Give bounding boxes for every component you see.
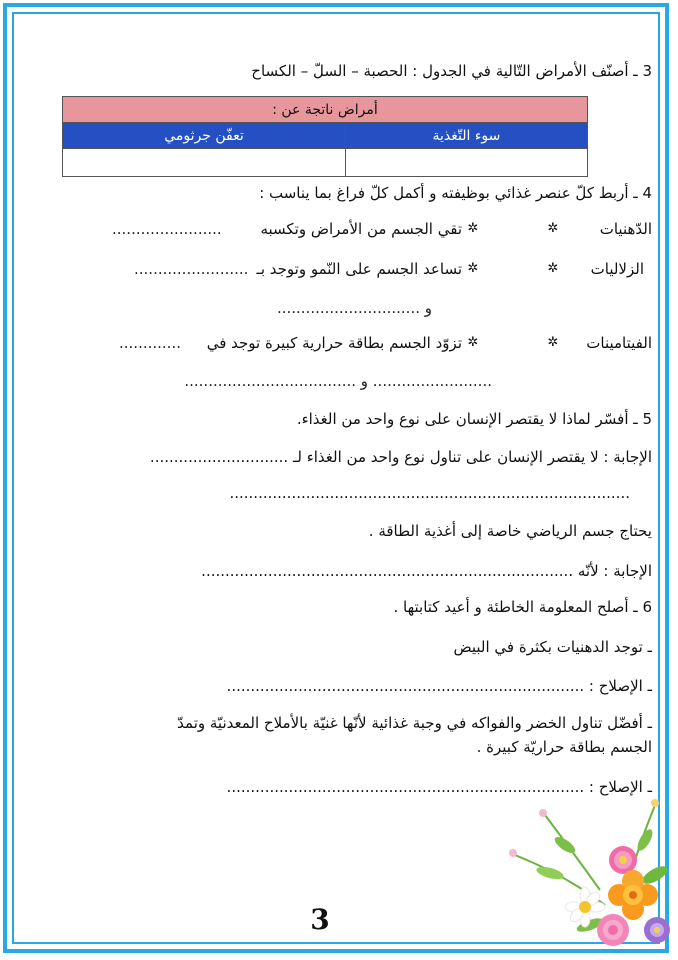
q4-prompt: 4 ـ أربط كلّ عنصر غذائي بوظيفته و أكمل كلّ فراغ بما يناسب : (259, 184, 652, 202)
col-bacterial-infection: تعفّن جرثومي (63, 123, 346, 149)
bullet-left-icon: ✲ (547, 335, 559, 350)
diseases-table (62, 96, 588, 177)
cell-malnutrition-answer[interactable] (345, 149, 587, 177)
cell-infection-answer[interactable] (63, 149, 346, 177)
q6-prompt: 6 ـ أصلح المعلومة الخاطئة و أعيد كتابتها . (393, 598, 652, 616)
element-proteins: الزلاليات (590, 260, 644, 278)
bullet-right-icon: ✲ (467, 221, 479, 236)
q5-prompt: 5 ـ أفسّر لماذا لا يقتصر الإنسان على نوع واحد من الغذاء. (296, 410, 652, 428)
flower-decoration-icon (505, 795, 675, 955)
bullet-left-icon: ✲ (547, 261, 559, 276)
q5-answer-1-continued[interactable]: .................................................................................... (229, 484, 630, 502)
bullet-left-icon: ✲ (547, 221, 559, 236)
bullet-right-icon: ✲ (467, 261, 479, 276)
q5-statement: يحتاج جسم الرياضي خاصة إلى أغذية الطاقة . (368, 522, 652, 540)
blank-vitamins[interactable]: ............. (119, 334, 181, 352)
col-malnutrition: سوء التّغذية (345, 123, 587, 149)
page-number: 3 (310, 903, 330, 936)
blank-vitamins-2[interactable]: ......................... و .................................... (184, 372, 492, 390)
q6-statement-1: ـ توجد الدهنيات بكثرة في البيض (453, 638, 652, 656)
table-title: أمراض ناتجة عن : (63, 97, 588, 123)
q3-prompt: 3 ـ أصنّف الأمراض التّالية في الجدول : الحصبة – السلّ – الكساح (251, 62, 652, 80)
function-proteins: تساعد الجسم على النّمو وتوجد بـ (256, 260, 462, 278)
element-vitamins: الفيتامينات (586, 334, 652, 352)
function-fats: تقي الجسم من الأمراض وتكسبه (260, 220, 462, 238)
q6-statement-2b: الجسم بطاقة حراريّة كبيرة . (476, 738, 652, 756)
q6-fix-1[interactable]: ـ الإصلاح : ........................................................................... (226, 677, 652, 695)
bullet-right-icon: ✲ (467, 335, 479, 350)
element-fats: الدّهنيات (599, 220, 652, 238)
blank-fats[interactable]: ....................... (112, 220, 222, 238)
function-vitamins: تزوّد الجسم بطاقة حرارية كبيرة توجد في (206, 334, 462, 352)
blank-proteins-2[interactable]: و .............................. (276, 299, 432, 317)
q5-answer-2[interactable]: الإجابة : لأنّه .............................................................................. (201, 562, 652, 580)
q6-statement-2a: ـ أفضّل تناول الخضر والفواكه في وجبة غذائية لأنّها غنيّة بالأملاح المعدنيّة وتمدّ (177, 714, 652, 732)
blank-proteins[interactable]: ........................ (134, 260, 249, 278)
q5-answer-1[interactable]: الإجابة : لا يقتصر الإنسان على تناول نوع واحد من الغذاء لـ ............................. (149, 448, 652, 466)
q6-fix-2[interactable]: ـ الإصلاح : ........................................................................... (226, 778, 652, 796)
worksheet-page (22, 20, 652, 930)
